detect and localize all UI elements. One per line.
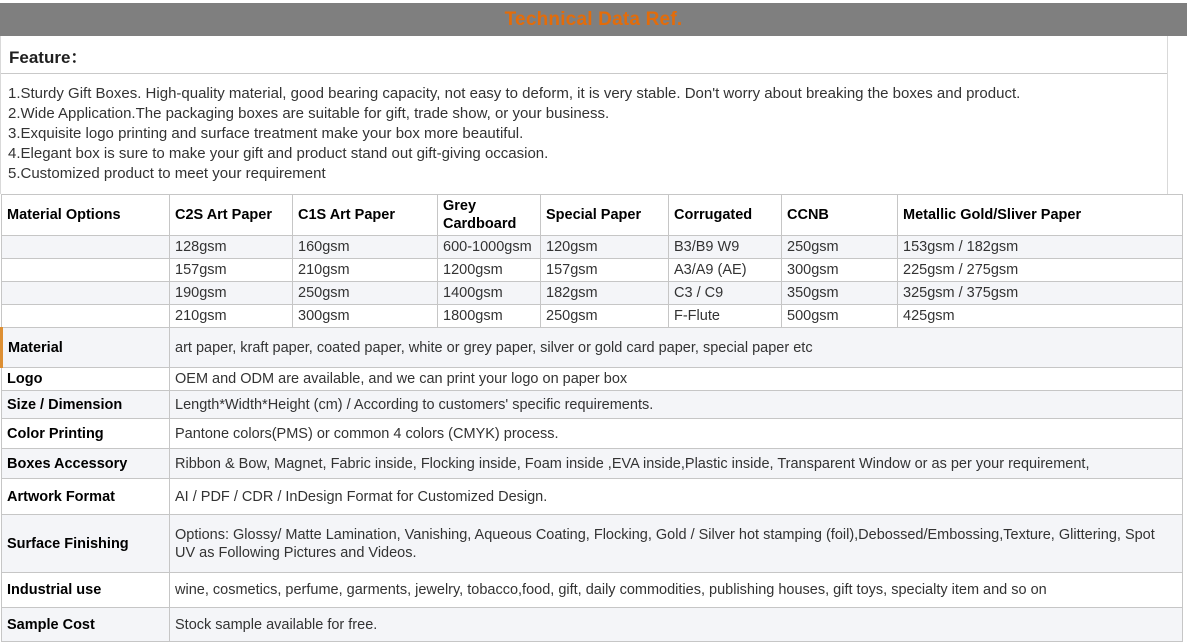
material-row bbox=[2, 236, 1183, 259]
feature-heading: Feature： bbox=[1, 36, 1167, 74]
material-cell: 1400gsm bbox=[438, 282, 541, 305]
material-cell: 1800gsm bbox=[438, 305, 541, 328]
material-cell: 120gsm bbox=[541, 236, 669, 259]
material-cell: A3/A9 (AE) bbox=[669, 259, 782, 282]
material-cell: 210gsm bbox=[293, 259, 438, 282]
material-cell bbox=[2, 236, 170, 259]
spec-value: Options: Glossy/ Matte Lamination, Vanishing, Aqueous Coating, Flocking, Gold / Silver hot stamping (foil),Debossed/Embossing,Texture, Glittering, Spot UV as Following Pictures and Videos. bbox=[170, 515, 1183, 573]
title-bar bbox=[0, 3, 1187, 36]
column-header: CCNB bbox=[782, 195, 898, 236]
column-header: C2S Art Paper bbox=[170, 195, 293, 236]
materials-table bbox=[0, 194, 1183, 642]
feature-item: 5.Customized product to meet your requirement bbox=[8, 165, 326, 182]
material-row bbox=[2, 305, 1183, 328]
material-cell: 153gsm / 182gsm bbox=[898, 236, 1183, 259]
spec-row bbox=[2, 419, 1183, 449]
spec-value: Length*Width*Height (cm) / According to customers' specific requirements. bbox=[170, 391, 1183, 419]
spec-value: art paper, kraft paper, coated paper, white or grey paper, silver or gold card paper, special paper etc bbox=[170, 328, 1183, 368]
column-header: Grey Cardboard bbox=[438, 195, 541, 236]
feature-item: 1.Sturdy Gift Boxes. High-quality material, good bearing capacity, not easy to deform, it is very stable. Don't worry about breaking the boxes and product. bbox=[8, 85, 1021, 102]
content-box bbox=[0, 36, 1168, 194]
material-cell: 210gsm bbox=[170, 305, 293, 328]
spec-label: Surface Finishing bbox=[2, 515, 170, 573]
material-row bbox=[2, 282, 1183, 305]
material-cell: 250gsm bbox=[293, 282, 438, 305]
spec-label: Sample Cost bbox=[2, 608, 170, 642]
material-cell bbox=[2, 282, 170, 305]
spec-label: Artwork Format bbox=[2, 479, 170, 515]
material-cell: 600-1000gsm bbox=[438, 236, 541, 259]
material-cell: 300gsm bbox=[782, 259, 898, 282]
feature-item: 2.Wide Application.The packaging boxes are suitable for gift, trade show, or your business. bbox=[8, 105, 610, 122]
spec-value: AI / PDF / CDR / InDesign Format for Customized Design. bbox=[170, 479, 1183, 515]
material-cell: 128gsm bbox=[170, 236, 293, 259]
material-cell: 250gsm bbox=[782, 236, 898, 259]
material-cell: 300gsm bbox=[293, 305, 438, 328]
spec-row bbox=[2, 573, 1183, 608]
column-header: Metallic Gold/Sliver Paper bbox=[898, 195, 1183, 236]
spec-label: Boxes Accessory bbox=[2, 449, 170, 479]
material-cell: C3 / C9 bbox=[669, 282, 782, 305]
material-row bbox=[2, 259, 1183, 282]
material-cell: 157gsm bbox=[541, 259, 669, 282]
material-cell: B3/B9 W9 bbox=[669, 236, 782, 259]
spec-value: wine, cosmetics, perfume, garments, jewelry, tobacco,food, gift, daily commodities, publishing houses, gift toys, specialty item and so on bbox=[170, 573, 1183, 608]
spec-row bbox=[2, 608, 1183, 642]
column-header: C1S Art Paper bbox=[293, 195, 438, 236]
column-header: Special Paper bbox=[541, 195, 669, 236]
material-cell: 425gsm bbox=[898, 305, 1183, 328]
spec-label: Size / Dimension bbox=[2, 391, 170, 419]
spec-row bbox=[2, 479, 1183, 515]
material-cell: 350gsm bbox=[782, 282, 898, 305]
feature-item: 3.Exquisite logo printing and surface treatment make your box more beautiful. bbox=[8, 125, 524, 142]
spec-label: Logo bbox=[2, 368, 170, 391]
material-cell: 325gsm / 375gsm bbox=[898, 282, 1183, 305]
spec-row bbox=[2, 449, 1183, 479]
material-cell: F-Flute bbox=[669, 305, 782, 328]
material-cell: 182gsm bbox=[541, 282, 669, 305]
spec-label: Industrial use bbox=[2, 573, 170, 608]
spec-row bbox=[2, 515, 1183, 573]
spec-value: Pantone colors(PMS) or common 4 colors (CMYK) process. bbox=[170, 419, 1183, 449]
spec-value: Ribbon & Bow, Magnet, Fabric inside, Flocking inside, Foam inside ,EVA inside,Plastic inside, Transparent Window or as per your requirement, bbox=[170, 449, 1183, 479]
feature-list bbox=[1, 74, 1167, 194]
feature-item: 4.Elegant box is sure to make your gift and product stand out gift-giving occasion. bbox=[8, 145, 549, 162]
material-cell: 500gsm bbox=[782, 305, 898, 328]
material-cell: 225gsm / 275gsm bbox=[898, 259, 1183, 282]
material-cell: 250gsm bbox=[541, 305, 669, 328]
spec-row bbox=[2, 391, 1183, 419]
spec-row bbox=[2, 328, 1183, 368]
spec-value: Stock sample available for free. bbox=[170, 608, 1183, 642]
spec-row bbox=[2, 368, 1183, 391]
column-header: Corrugated bbox=[669, 195, 782, 236]
spec-label: Color Printing bbox=[2, 419, 170, 449]
column-header: Material Options bbox=[2, 195, 170, 236]
material-cell: 190gsm bbox=[170, 282, 293, 305]
page-title: Technical Data Ref. bbox=[504, 8, 683, 30]
material-cell: 157gsm bbox=[170, 259, 293, 282]
spec-value: OEM and ODM are available, and we can print your logo on paper box bbox=[170, 368, 1183, 391]
material-cell bbox=[2, 259, 170, 282]
spec-label: Material bbox=[2, 328, 170, 368]
material-cell: 1200gsm bbox=[438, 259, 541, 282]
material-cell: 160gsm bbox=[293, 236, 438, 259]
material-cell bbox=[2, 305, 170, 328]
